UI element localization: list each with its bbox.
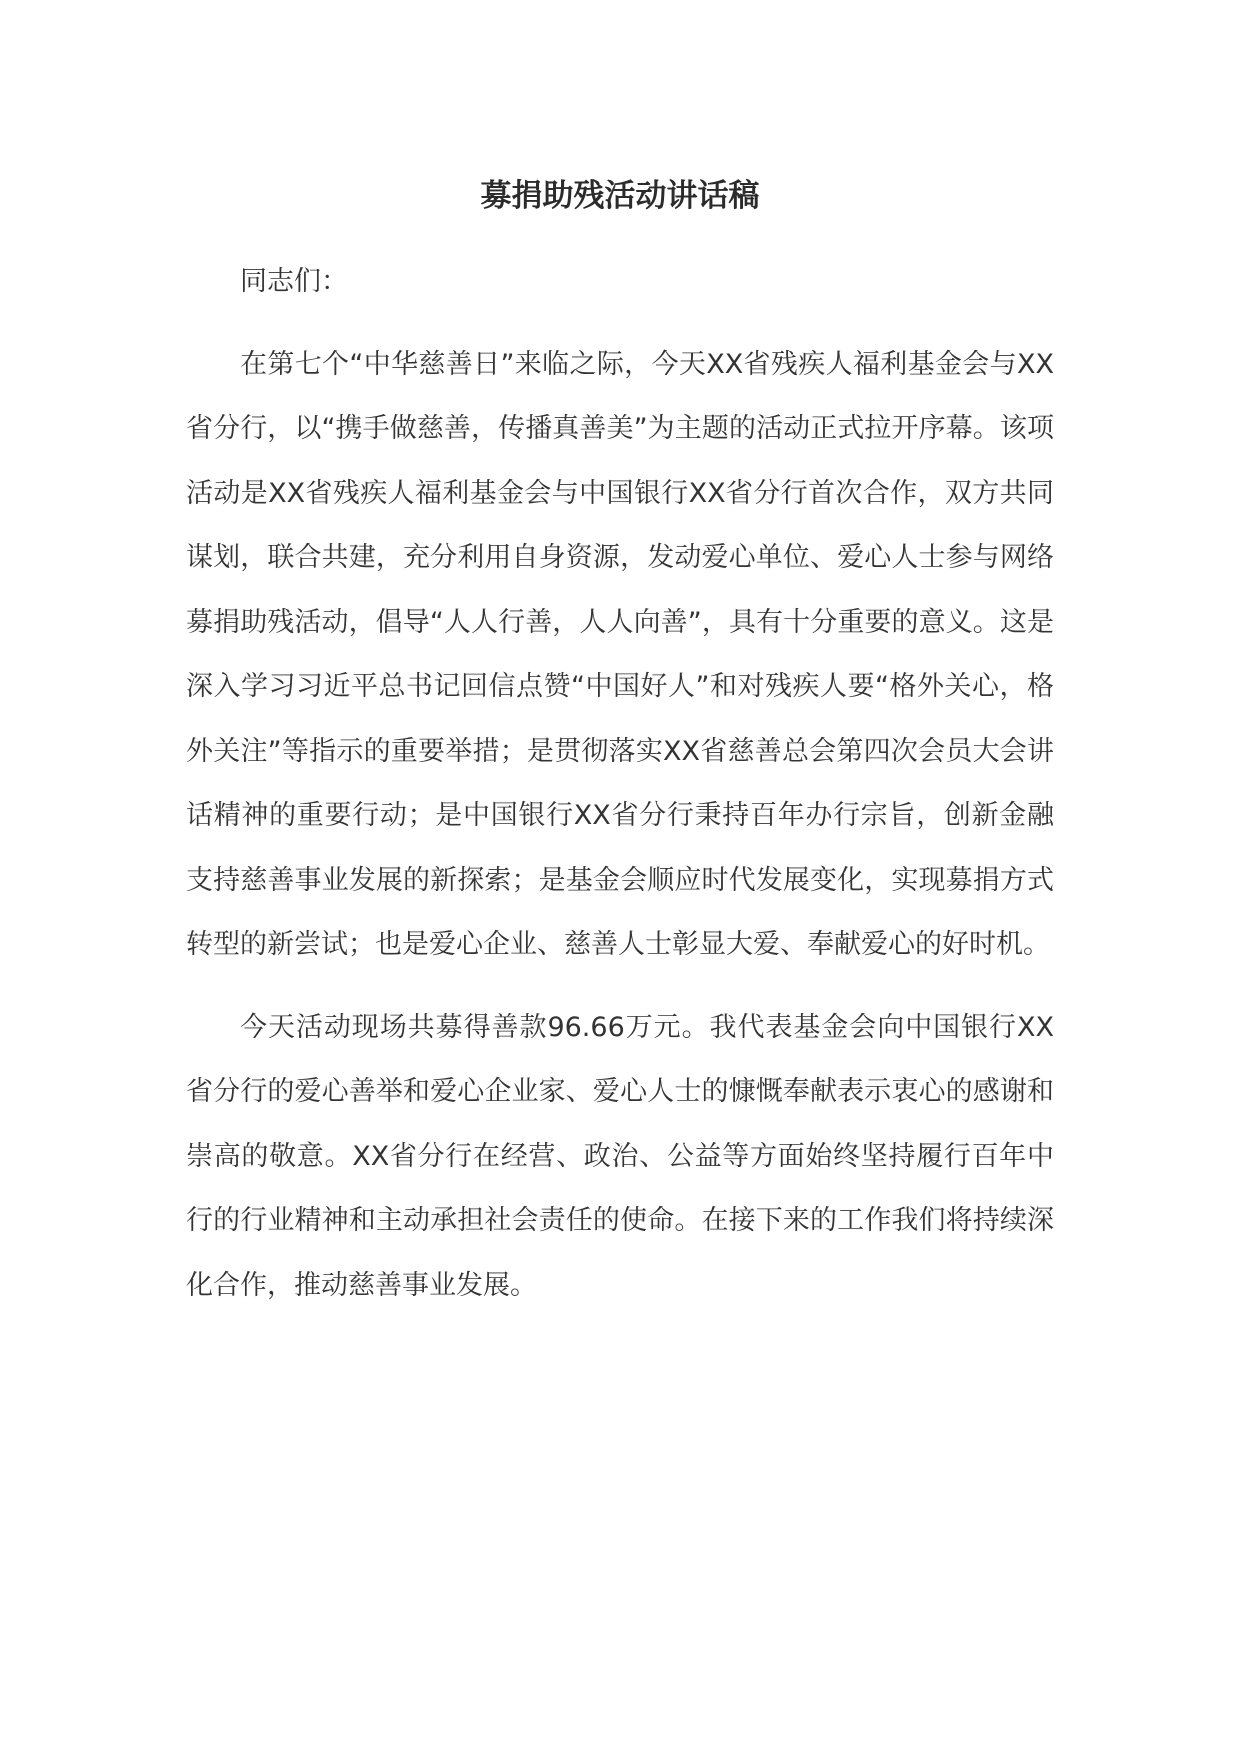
document-body (186, 250, 1054, 1336)
greeting: 同志们： (240, 266, 348, 297)
paragraph: 在第七个“中华慈善日”来临之际，今天XX省残疾人福利基金会与XX省分行，以“携手做慈善，传播真善美”为主题的活动正式拉开序幕。该项活动是XX省残疾人福利基金会与中国银行XX省分行首次合作，双方共同谋划，联合共建，充分利用自身资源，发动爱心单位、爱心人士参与网络募捐助残活动，倡导“人人行善，人人向善”，具有十分重要的意义。这是深入学习习近平总书记回信点赞“中国好人”和对残疾人要“格外关心，格外关注”等指示的重要举措；是贯彻落实XX省慈善总会第四次会员大会讲话精神的重要行动；是中国银行XX省分行秉持百年办行宗旨，创新金融支持慈善事业发展的新探索；是基金会顺应时代发展变化，实现募捐方式转型的新尝试；也是爱心企业、慈善人士彰显大爱、奉献爱心的好时机。 (186, 348, 1054, 960)
document-title: 募捐助残活动讲话稿 (480, 178, 760, 214)
paragraph: 今天活动现场共募得善款96.66万元。我代表基金会向中国银行XX省分行的爱心善举和爱心企业家、爱心人士的慷慨奉献表示衷心的感谢和崇高的敬意。XX省分行在经营、政治、公益等方面始终坚持履行百年中行的行业精神和主动承担社会责任的使命。在接下来的工作我们将持续深化合作，推动慈善事业发展。 (186, 1011, 1054, 1301)
